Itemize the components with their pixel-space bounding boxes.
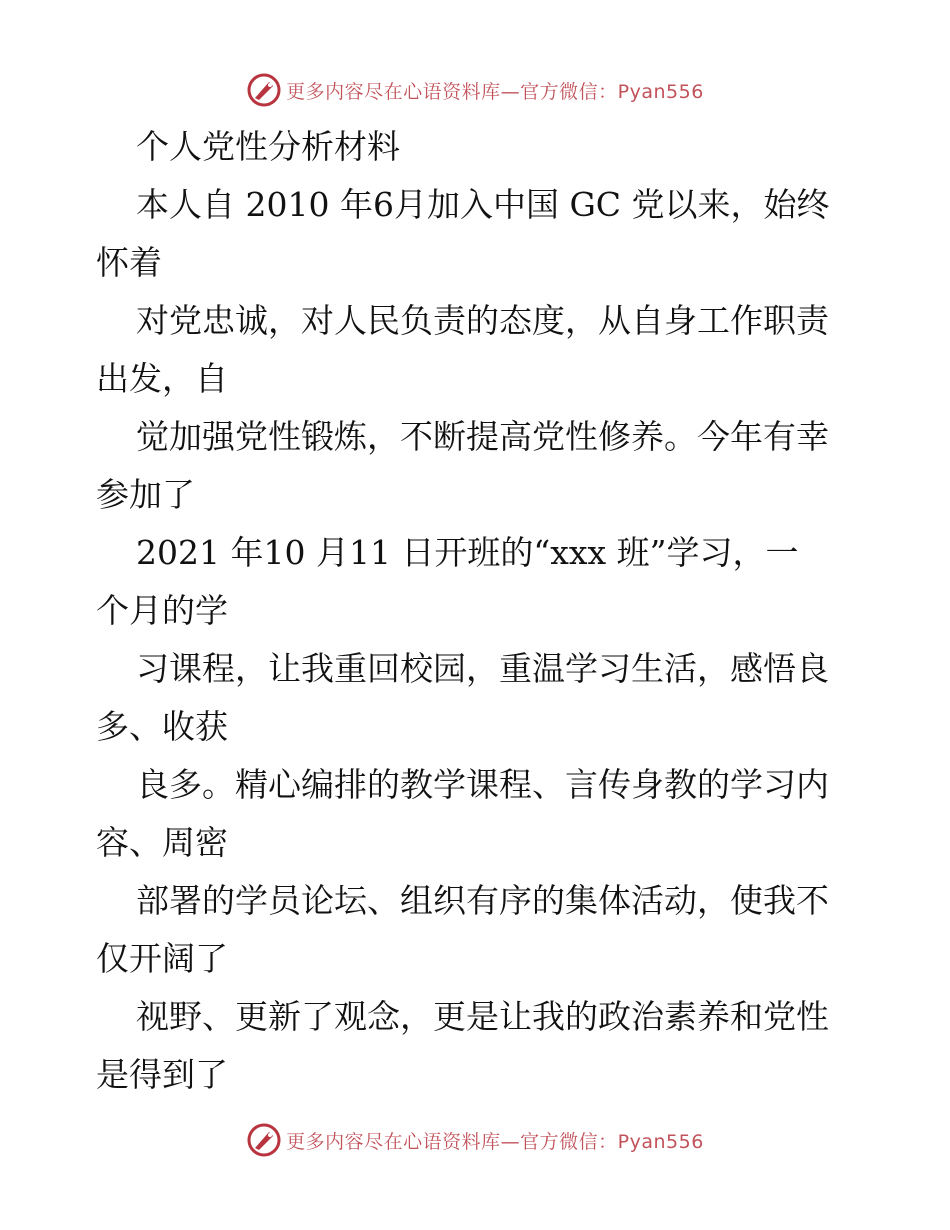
- paragraph-line: 仅开阔了: [96, 939, 228, 978]
- document-title: 个人党性分析材料: [136, 127, 400, 166]
- paragraph-line: 本人自 2010 年6月加入中国 GC 党以来，始终: [136, 185, 830, 224]
- paragraph-line: 良多。精心编排的教学课程、言传身教的学习内: [136, 765, 829, 804]
- paragraph-line: 2021 年10 月11 日开班的“xxx 班”学习，一: [136, 533, 799, 572]
- paragraph-line: 出发，自: [96, 359, 228, 398]
- paragraph-line: 参加了: [96, 475, 195, 514]
- paragraph-line: 习课程，让我重回校园，重温学习生活，感悟良: [136, 649, 829, 688]
- paragraph-line: 对党忠诚，对人民负责的态度，从自身工作职责: [136, 301, 829, 340]
- pen-logo-icon: [246, 72, 282, 108]
- paragraph-line: 个月的学: [96, 591, 228, 630]
- watermark-text: 更多内容尽在心语资料库—官方微信：Pyan556: [286, 80, 704, 103]
- paragraph-line: 容、周密: [96, 823, 228, 862]
- paragraph-line: 是得到了: [96, 1055, 228, 1094]
- paragraph-line: 觉加强党性锻炼，不断提高党性修养。今年有幸: [136, 417, 829, 456]
- watermark-banner-top: [0, 70, 950, 110]
- paragraph-line: 视野、更新了观念，更是让我的政治素养和党性: [136, 997, 829, 1036]
- watermark-banner-bottom: [0, 1120, 950, 1160]
- document-body: [96, 118, 856, 1104]
- paragraph-line: 怀着: [96, 243, 162, 282]
- pen-logo-icon: [246, 1122, 282, 1158]
- watermark-text: 更多内容尽在心语资料库—官方微信：Pyan556: [286, 1130, 704, 1153]
- paragraph-line: 部署的学员论坛、组织有序的集体活动，使我不: [136, 881, 829, 920]
- paragraph-line: 多、收获: [96, 707, 228, 746]
